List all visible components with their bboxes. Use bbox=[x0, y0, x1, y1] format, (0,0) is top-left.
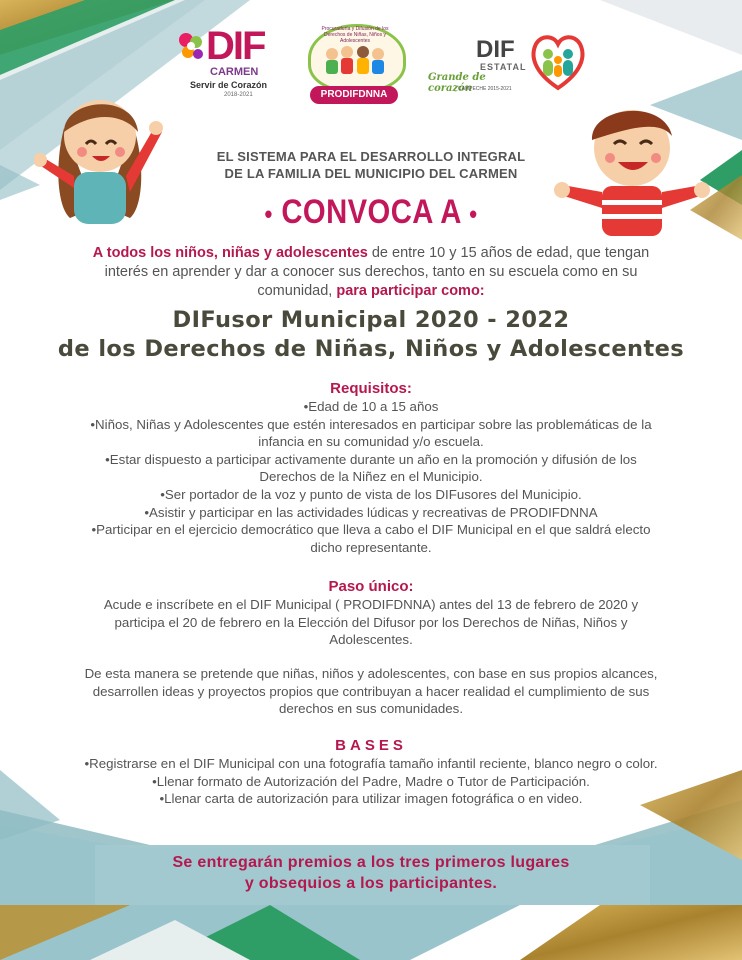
paso-text: Acude e inscríbete en el DIF Municipal ( PRODIFDNNA) antes del 13 de febrero de 2020 y participa el 20 de febrero en la Elección del Difusor por los Derechos de Niñas, Niños y Adolescentes. bbox=[103, 597, 639, 648]
bases-heading: BASES bbox=[335, 737, 407, 754]
prodifdnna-arc-text: Procuraduría y Difusión de los Derechos de Niñas, Niños y Adolescentes bbox=[321, 26, 389, 44]
title-line-2: de los Derechos de Niñas, Niños y Adolescentes bbox=[57, 336, 685, 362]
corner-shape bbox=[600, 0, 742, 55]
requisito-item: •Niños, Niñas y Adolescentes que estén interesados en participar sobre las problemáticas de la infancia en su comunidad y/o escuela. bbox=[90, 416, 652, 450]
purpose-paragraph: De esta manera se pretende que niñas, niños y adolescentes, con base en sus propios alcances, desarrollen ideas y proyectos propios que contribuyan a hacer realidad el cumplimiento de sus derechos en sus comunidades. bbox=[84, 666, 658, 717]
requisito-item: •Edad de 10 a 15 años bbox=[303, 399, 439, 414]
organization-name bbox=[0, 148, 742, 182]
requisito-item: •Participar en el ejercicio democrático que lleva a cabo el DIF Municipal en el que saldrá electo dicho representante. bbox=[91, 522, 651, 555]
base-item: •Llenar formato de Autorización del Padre, Madre o Tutor de Participación. bbox=[152, 773, 590, 789]
intro-paragraph bbox=[78, 244, 664, 301]
dif-estatal-mark: DIF bbox=[476, 36, 515, 63]
family-heart-icon bbox=[528, 30, 588, 92]
requisito-item: •Ser portador de la voz y punto de vista de los DIFusores del Municipio. bbox=[160, 486, 582, 502]
dif-estatal-caption: CAMPECHE 2015-2021 bbox=[458, 86, 512, 92]
intro-lead: A todos los niños, niñas y adolescentes bbox=[92, 245, 368, 261]
intro-text: de entre 10 y 15 años de edad, que tengan interés en aprender y dar a conocer sus derechos, tanto en su escuela como en su comunidad, bbox=[104, 245, 650, 299]
dif-carmen-name: CARMEN bbox=[210, 66, 259, 78]
dif-estatal-slogan: Grande de corazón bbox=[428, 72, 486, 94]
dif-estatal-label: ESTATAL bbox=[480, 62, 527, 72]
prodifdnna-badge: PRODIFDNNA bbox=[310, 86, 398, 104]
title-line-1: DIFusor Municipal 2020 - 2022 bbox=[172, 307, 570, 333]
main-title bbox=[0, 306, 742, 364]
org-line-1: EL SISTEMA PARA EL DESARROLLO INTEGRAL bbox=[216, 149, 526, 164]
dif-carmen-logo bbox=[176, 26, 276, 104]
prizes-line-1: Se entregarán premios a los tres primeros lugares bbox=[172, 854, 570, 871]
bullet-left: • bbox=[264, 199, 273, 230]
dif-carmen-years: 2018-2021 bbox=[224, 92, 253, 98]
children-icon bbox=[320, 42, 390, 78]
bases-section bbox=[80, 737, 662, 808]
dif-carmen-tagline: Servir de Corazón bbox=[190, 80, 268, 90]
requisitos-list bbox=[80, 398, 662, 556]
intro-lead-2: para participar como: bbox=[336, 283, 485, 299]
bases-list bbox=[80, 755, 662, 808]
requisito-item: •Asistir y participar en las actividades lúdicas y recreativas de PRODIFDNNA bbox=[144, 504, 598, 520]
prodifdnna-logo bbox=[306, 24, 406, 108]
convoca-text: CONVOCA A bbox=[281, 193, 461, 231]
flower-icon bbox=[176, 30, 206, 66]
requisitos-heading: Requisitos: bbox=[330, 380, 412, 397]
convoca-heading bbox=[52, 192, 690, 234]
org-line-2: DE LA FAMILIA DEL MUNICIPIO DEL CARMEN bbox=[224, 166, 518, 181]
paso-unico-section bbox=[80, 578, 662, 649]
base-item: •Llenar carta de autorización para utilizar imagen fotográfica o en video. bbox=[159, 791, 583, 807]
prizes-message bbox=[0, 852, 742, 894]
dif-carmen-mark: DIF bbox=[206, 24, 265, 68]
bullet-right: • bbox=[469, 199, 478, 230]
base-item: •Registrarse en el DIF Municipal con una fotografía tamaño infantil reciente, blanco negro o color. bbox=[84, 756, 658, 771]
requisito-item: •Estar dispuesto a participar activamente durante un año en la promoción y difusión de los Derechos de la Niñez en el Municipio. bbox=[105, 451, 637, 485]
prizes-line-2: y obsequios a los participantes. bbox=[244, 875, 498, 892]
paso-heading: Paso único: bbox=[328, 578, 414, 595]
requisitos-section bbox=[80, 380, 662, 556]
dif-estatal-logo bbox=[428, 30, 598, 100]
